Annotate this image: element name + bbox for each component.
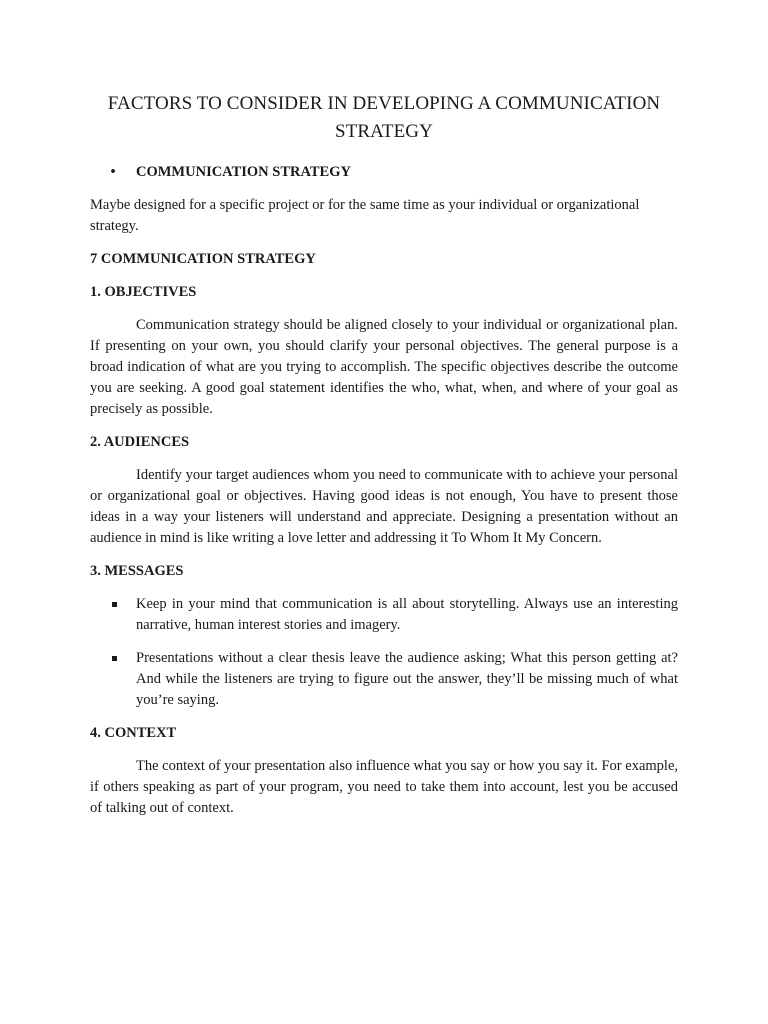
square-bullet-icon	[90, 594, 136, 636]
list-item	[90, 594, 678, 636]
intro-paragraph: Maybe designed for a specific project or for the same time as your individual or organizational strategy.	[90, 197, 640, 234]
intro-bullet-label: COMMUNICATION STRATEGY	[136, 164, 351, 180]
square-bullet-icon	[90, 648, 136, 711]
messages-list	[90, 594, 678, 711]
objectives-heading: 1. OBJECTIVES	[90, 284, 197, 300]
document-page	[90, 90, 678, 831]
list-item-text: Keep in your mind that communication is all about storytelling. Always use an interesting narrative, human interest stories and imagery.	[136, 596, 678, 633]
context-heading: 4. CONTEXT	[90, 725, 177, 741]
count-heading: 7 COMMUNICATION STRATEGY	[90, 251, 316, 267]
audiences-heading: 2. AUDIENCES	[90, 434, 190, 450]
messages-heading: 3. MESSAGES	[90, 563, 184, 579]
objectives-paragraph: Communication strategy should be aligned closely to your individual or organizational plan. If presenting on your own, you should clarify your personal objectives. The general purpose is a broad indication of what are you trying to accomplish. The specific objectives describe the outcome you are seeking. A good goal statement identifies the who, what, when, and where of your goal as precisely as possible.	[90, 317, 678, 417]
list-item-text: Presentations without a clear thesis leave the audience asking; What this person getting at? And while the listeners are trying to figure out the answer, they’ll be missing much of what you’re saying.	[136, 650, 678, 708]
list-item	[90, 648, 678, 711]
audiences-paragraph: Identify your target audiences whom you need to communicate with to achieve your personal or organizational goal or objectives. Having good ideas is not enough, You have to present those ideas in a way your listeners will understand and appreciate. Designing a presentation without an audience in mind is like writing a love letter and addressing it To Whom It My Concern.	[90, 467, 678, 546]
document-title: FACTORS TO CONSIDER IN DEVELOPING A COMMUNICATION STRATEGY	[107, 93, 661, 142]
context-paragraph: The context of your presentation also influence what you say or how you say it. For example, if others speaking as part of your program, you need to take them into account, lest you be accused of talking out of context.	[90, 758, 679, 816]
bullet-dot-icon: •	[110, 164, 116, 180]
intro-bullet-heading	[90, 162, 678, 183]
